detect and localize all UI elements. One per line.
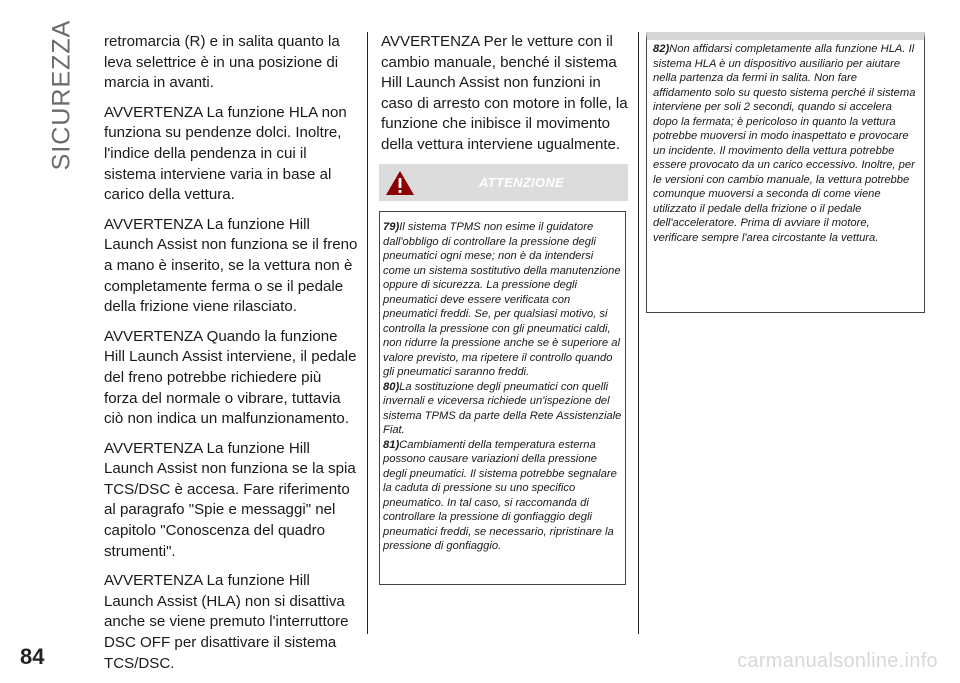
paragraph: retromarcia (R) e in salita quanto la leva selettrice è in una posizione di marcia in avanti.: [104, 33, 340, 92]
page-number: 84: [20, 644, 45, 669]
note-item: [383, 438, 622, 554]
note-box-82: [646, 32, 925, 313]
warning-title: ATTENZIONE: [478, 175, 565, 190]
note-number: 79): [383, 221, 400, 233]
note-text: Non affidarsi completamente alla funzione HLA. Il sistema HLA è un dispositivo ausiliario per aiutare nella partenza da fermi in salita. Non fare affidamento solo su questo sistema perché il sistema interviene per soli 2 secondi, quando si accelera dopo la fermata; è pericoloso in quanto la vettura potrebbe muoversi in modo inaspettato e provocare un incidente. Il movimento della vettura potrebbe essere provocato da un carico eccessivo. Inoltre, per le versioni con cambio manuale, la vettura potrebbe comunque muoversi a seconda di come viene utilizzato il pedale della frizione o il pedale dell'acceleratore. Prima di avviare il motore, verificare sempre l'area circostante la vettura.: [653, 43, 916, 244]
note-item: [383, 220, 622, 380]
note-text: Cambiamenti della temperatura esterna possono causare variazioni della pressione degli pneumatici. Il sistema potrebbe segnalare la caduta di pressione su uno specifico pneumatico. In tal caso, si raccomanda di controllare la pressione di gonfiaggio degli pneumatici freddi, se necessario, ripristinare la pressione di gonfiaggio.: [383, 438, 617, 552]
text-column-middle: [381, 32, 629, 165]
note-number: 82): [653, 43, 670, 55]
watermark: carmanualsonline.info: [737, 650, 938, 672]
note-text: La sostituzione degli pneumatici con quelli invernali e viceversa richiede un'ispezione del sistema TPMS da parte della Rete Assistenziale Fiat.: [383, 380, 622, 436]
column-divider-right: [638, 32, 639, 634]
section-tab: [42, 20, 82, 170]
note-number: 81): [383, 438, 400, 451]
paragraph: AVVERTENZA La funzione Hill Launch Assist non funziona se la spia TCS/DSC è accesa. Fare riferimento al paragrafo "Spie e messaggi" nel capitolo "Conoscenza del quadro strumenti".: [104, 439, 356, 560]
note-item: [653, 42, 918, 245]
paragraph: AVVERTENZA La funzione HLA non funziona su pendenze dolci. Inoltre, l'indice della pendenza in cui il sistema interviene varia in base al carico della vettura.: [104, 103, 347, 204]
column-divider-left: [367, 32, 368, 634]
paragraph: AVVERTENZA La funzione Hill Launch Assist (HLA) non si disattiva anche se viene premuto l'interruttore DSC OFF per disattivare il sistema TCS/DSC.: [104, 572, 349, 672]
note-text: Il sistema TPMS non esime il guidatore dall'obbligo di controllare la pressione degli pneumatici ogni mese; non è da intendersi come un sistema sostitutivo della manutenzione oppure di sicurezza. La pressione degli pneumatici deve essere verificata con pneumatici freddi. Se, per qualsiasi motivo, si controlla la pressione con gli pneumatici caldi, non ridurre la pressione anche se è superiore al valore previsto, ma ripetere il controllo quando gli pneumatici saranno freddi.: [383, 221, 621, 378]
note-item: [383, 380, 622, 438]
warning-box: [379, 211, 626, 585]
paragraph: AVVERTENZA Per le vetture con il cambio manuale, benché il sistema Hill Launch Assist non funzioni in caso di arresto con motore in folle, la funzione che inibisce il movimento della vettura interviene ugualmente.: [381, 33, 628, 153]
warning-header: [379, 164, 628, 201]
note-number: 80): [383, 380, 400, 393]
paragraph: AVVERTENZA La funzione Hill Launch Assist non funziona se il freno a mano è inserito, se la vettura non è completamente ferma o se il pedale della frizione viene rilasciato.: [104, 215, 358, 316]
paragraph: AVVERTENZA Quando la funzione Hill Launch Assist interviene, il pedale del freno potrebbe richiedere più forza del normale o vibrare, tuttavia ciò non indica un malfunzionamento.: [104, 327, 357, 428]
warning-triangle-icon: [385, 170, 415, 196]
text-column-left: [104, 32, 358, 683]
section-title: SICUREZZA: [47, 19, 76, 171]
